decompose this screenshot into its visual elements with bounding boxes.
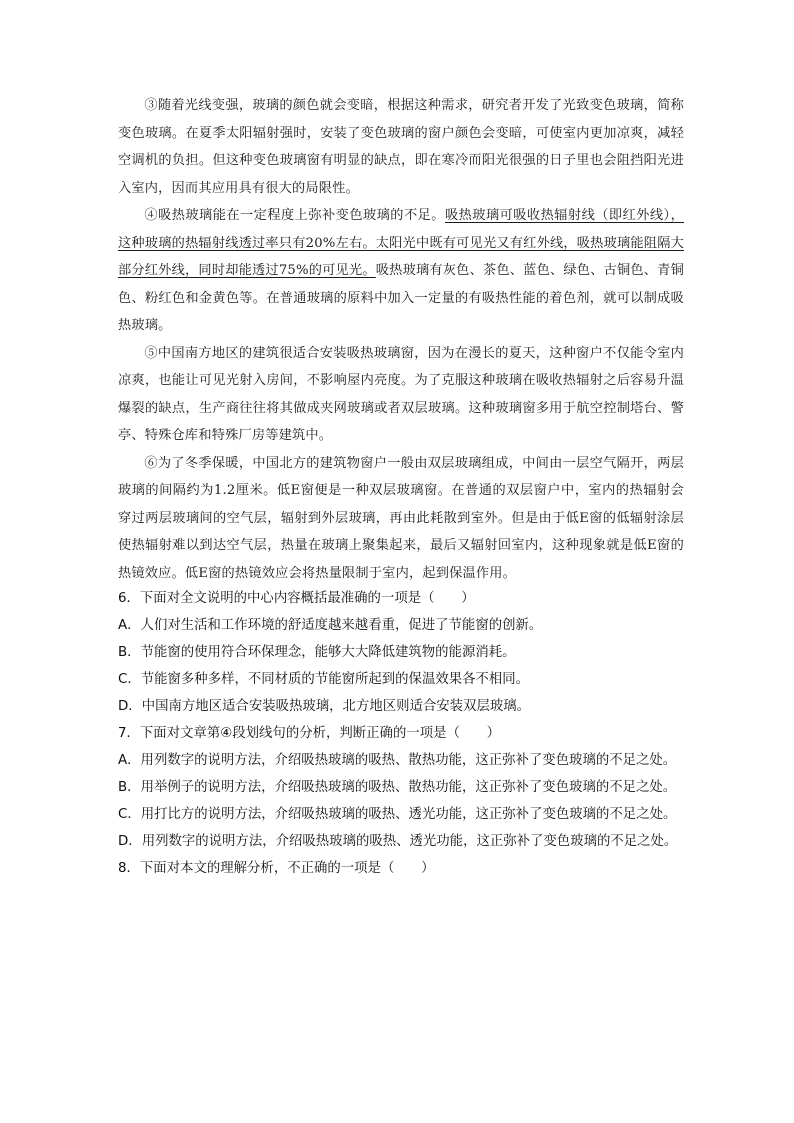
question-7-option-c: C．用打比方的说明方法，介绍吸热玻璃的吸热、透光功能，这正弥补了变色玻璃的不足之处。 — [118, 807, 677, 822]
question-6-stem: 6．下面对全文说明的中心内容概括最准确的一项是（ ） — [118, 591, 475, 606]
question-7-option-d: D．用列数字的说明方法，介绍吸热玻璃的吸热、透光功能，这正弥补了变色玻璃的不足之处。 — [118, 834, 678, 849]
question-6-option-c: C．节能窗多种多样，不同材质的节能窗所起到的保温效果各不相同。 — [118, 672, 530, 687]
question-7-option-a: A．用列数字的说明方法，介绍吸热玻璃的吸热、散热功能，这正弥补了变色玻璃的不足之处。 — [118, 753, 677, 768]
paragraph-4-tail: 吸热玻璃有灰色、茶色、蓝色、绿色、古铜色、青铜色、粉红色和金黄色等。在普通玻璃的原料中加入一定量的有吸热性能的着色剂，就可以制成吸热玻璃。 — [118, 263, 684, 333]
paragraph-3: ③随着光线变强，玻璃的颜色就会变暗，根据这种需求，研究者开发了光致变色玻璃，简称变色玻璃。在夏季太阳辐射强时，安装了变色玻璃的窗户颜色会变暗，可使室内更加凉爽，减轻空调机的负担。但这种变色玻璃窗有明显的缺点，即在寒冷而阳光很强的日子里也会阻挡阳光进入室内，因而其应用具有很大的局限性。 — [118, 98, 684, 196]
question-6-option-b: B．节能窗的使用符合环保理念，能够大大降低建筑物的能源消耗。 — [118, 645, 516, 660]
paragraph-5: ⑤中国南方地区的建筑很适合安装吸热玻璃窗，因为在漫长的夏天，这种窗户不仅能令室内凉爽，也能让可见光射入房间，不影响屋内亮度。为了克服这种玻璃在吸收热辐射之后容易升温爆裂的缺点，生产商往往将其做成夹网玻璃或者双层玻璃。这种玻璃窗多用于航空控制塔台、警亭、特殊仓库和特殊厂房等建筑中。 — [118, 345, 684, 443]
question-6-option-d: D．中国南方地区适合安装吸热玻璃，北方地区则适合安装双层玻璃。 — [118, 699, 531, 714]
passage — [118, 92, 684, 587]
question-7-option-b: B．用举例子的说明方法，介绍吸热玻璃的吸热、散热功能，这正弥补了变色玻璃的不足之处。 — [118, 780, 677, 795]
question-7-stem: 7．下面对文章第④段划线句的分析，判断正确的一项是（ ） — [118, 726, 501, 741]
questions — [118, 585, 684, 882]
paragraph-4-lead: ④吸热玻璃能在一定程度上弥补变色玻璃的不足。 — [144, 208, 445, 223]
underlined-sentence: 吸热玻璃可吸收热辐射线（即红外线），这种玻璃的热辐射线透过率只有20%左右。太阳光中既有可见光又有红外线，吸热玻璃能阻隔大部分红外线，同时却能透过75%的可见光。 — [118, 208, 684, 278]
question-6-option-a: A．人们对生活和工作环境的舒适度越来越看重，促进了节能窗的创新。 — [118, 618, 543, 633]
question-8-stem: 8．下面对本文的理解分析，不正确的一项是（ ） — [118, 861, 435, 876]
paragraph-4 — [118, 202, 684, 340]
paragraph-6: ⑥为了冬季保暖，中国北方的建筑物窗户一般由双层玻璃组成，中间由一层空气隔开，两层玻璃的间隔约为1.2厘米。低E窗便是一种双层玻璃窗。在普通的双层窗户中，室内的热辐射会穿过两层玻璃间的空气层，辐射到外层玻璃，再由此耗散到室外。但是由于低E窗的低辐射涂层使热辐射难以到达空气层，热量在玻璃上聚集起来，最后又辐射回室内，这种现象就是低E窗的热镜效应。低E窗的热镜效应会将热量限制于室内，起到保温作用。 — [118, 455, 684, 581]
